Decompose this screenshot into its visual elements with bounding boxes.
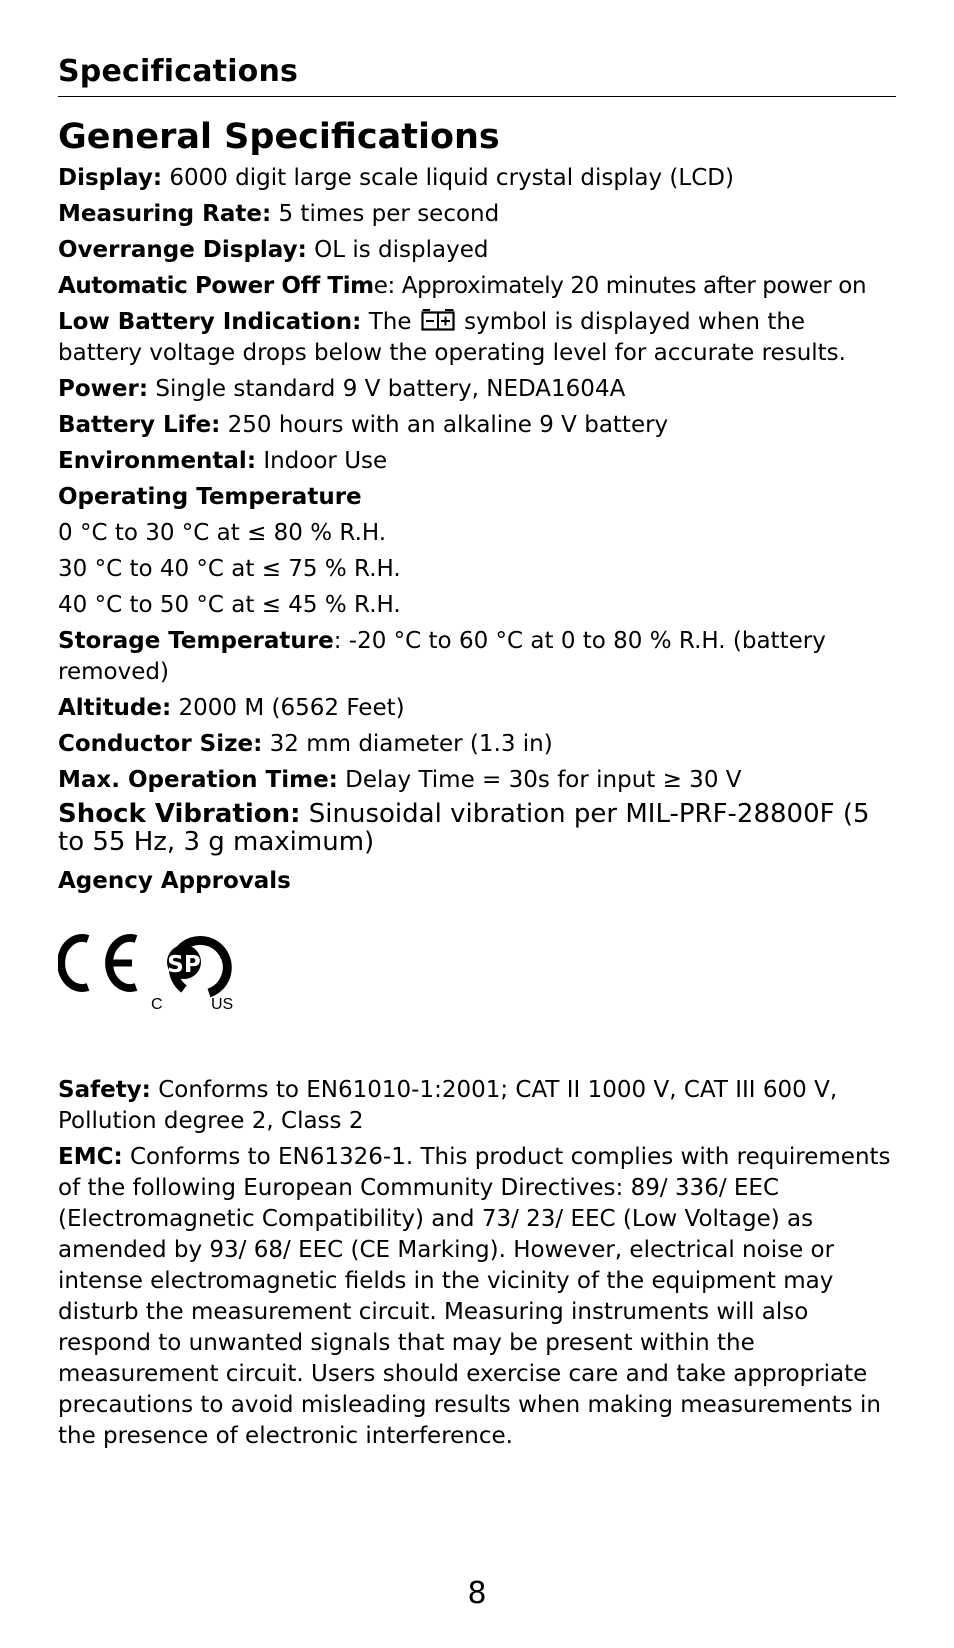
spec-label: Battery Life: <box>58 412 221 438</box>
spec-label: Measuring Rate: <box>58 201 272 227</box>
csa-us-label: US <box>211 996 234 1013</box>
spec-value: 6000 digit large scale liquid crystal display (LCD) <box>162 165 734 191</box>
spec-label: Overrange Display: <box>58 237 307 263</box>
ce-mark-icon <box>61 938 136 988</box>
spec-label: Max. Operation Time: <box>58 767 338 793</box>
spec-emc <box>58 1142 896 1452</box>
spec-temp-range-1: 0 °C to 30 °C at ≤ 80 % R.H. <box>58 520 387 546</box>
spec-label: Altitude: <box>58 695 172 721</box>
agency-logos <box>58 903 896 1063</box>
spec-battery-life <box>58 410 896 441</box>
spec-value: Conforms to EN61326-1. This product complies with requirements of the following European Community Directives: 89/ 336/ EEC (Electromagnetic Compatibility) and 73/ 23/ EEC (Low Voltage) as amended by 93/ 68/ EEC (CE Marking). However, electrical noise or intense electromagnetic fields in the vicinity of the equipment may disturb the measurement circuit. Measuring instruments will also respond to unwanted signals that may be present within the measurement circuit. Users should exercise care and take appropriate precautions to avoid misleading results when making measurements in the presence of electronic interference. <box>58 1144 891 1449</box>
spec-page <box>58 0 896 1457</box>
spec-temp-range-3: 40 °C to 50 °C at ≤ 45 % R.H. <box>58 592 401 618</box>
spec-label: Automatic Power Off Tim <box>58 273 374 299</box>
spec-value: 32 mm diameter (1.3 in) <box>262 731 553 757</box>
certification-logos <box>58 931 258 1021</box>
spec-agency-approvals <box>58 866 896 897</box>
spec-measuring-rate <box>58 199 896 230</box>
spec-value: 2000 M (6562 Feet) <box>171 695 405 721</box>
csa-initials: SP <box>167 952 201 978</box>
spec-shock-vibration <box>58 800 896 856</box>
section-header: Specifications <box>58 54 299 89</box>
spec-value: e: Approximately 20 minutes after power on <box>373 273 867 299</box>
spec-altitude <box>58 693 896 724</box>
page-title: General Specifications <box>58 117 500 157</box>
spec-safety <box>58 1075 896 1137</box>
spec-label: Environmental: <box>58 448 257 474</box>
spec-auto-power-off <box>58 271 896 302</box>
spec-low-battery <box>58 307 896 369</box>
spec-label: Shock Vibration: <box>58 799 301 829</box>
spec-label: Safety: <box>58 1077 151 1103</box>
spec-label: Conductor Size: <box>58 731 263 757</box>
spec-value: Single standard 9 V battery, NEDA1604A <box>148 376 626 402</box>
csa-mark-icon <box>151 940 233 1013</box>
battery-icon <box>421 309 455 331</box>
spec-value: symbol is displayed when the battery voltage drops below the operating level for accurate results. <box>58 309 846 366</box>
spec-conductor-size <box>58 729 896 760</box>
header-rule <box>58 96 896 97</box>
spec-temp-range-2: 30 °C to 40 °C at ≤ 75 % R.H. <box>58 556 401 582</box>
spec-value: Sinusoidal vibration per MIL-PRF-28800F (5 to 55 Hz, 3 g maximum) <box>58 799 870 857</box>
spec-label: Storage Temperature <box>58 628 334 654</box>
spec-value: Indoor Use <box>256 448 388 474</box>
spec-display <box>58 163 896 194</box>
spec-label: Operating Temperature <box>58 484 362 510</box>
spec-value: Conforms to EN61010-1:2001; CAT II 1000 V, CAT III 600 V, Pollution degree 2, Class 2 <box>58 1077 838 1134</box>
spec-max-operation-time <box>58 765 896 796</box>
spec-operating-temperature <box>58 482 896 513</box>
spec-value: 250 hours with an alkaline 9 V battery <box>220 412 669 438</box>
spec-value: 5 times per second <box>271 201 500 227</box>
spec-value: OL is displayed <box>306 237 489 263</box>
spec-value: Delay Time = 30s for input ≥ 30 V <box>337 767 742 793</box>
page-number: 8 <box>467 1576 487 1611</box>
spec-label: Power: <box>58 376 149 402</box>
spec-overrange-display <box>58 235 896 266</box>
spec-power <box>58 374 896 405</box>
spec-environmental <box>58 446 896 477</box>
spec-label: EMC: <box>58 1144 123 1170</box>
spec-label: Low Battery Indication: <box>58 309 362 335</box>
spec-value: : -20 °C to 60 °C at 0 to 80 % R.H. (battery removed) <box>58 628 826 685</box>
spec-label: Agency Approvals <box>58 868 291 894</box>
spec-storage-temperature <box>58 626 896 688</box>
spec-label: Display: <box>58 165 163 191</box>
spec-value: The <box>361 309 419 335</box>
csa-c-label: C <box>151 996 163 1013</box>
